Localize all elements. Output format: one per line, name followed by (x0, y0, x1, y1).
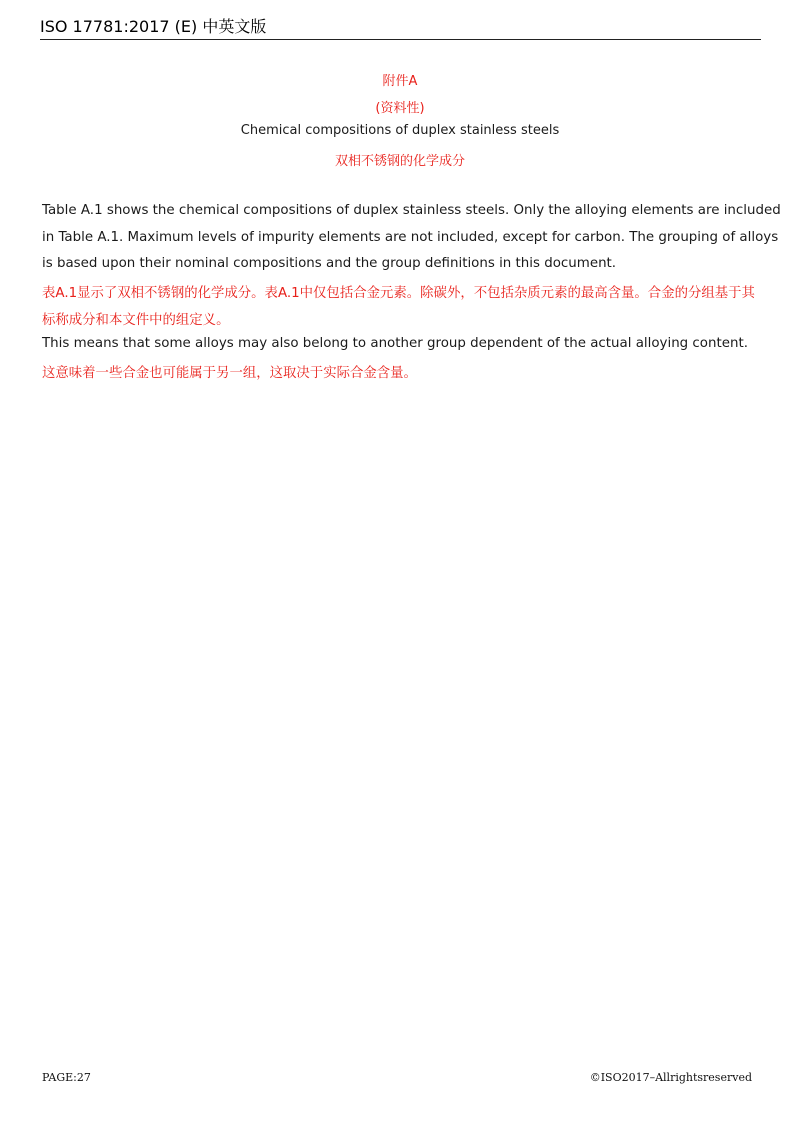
page-header (40, 12, 761, 40)
paragraph-1-cn-line-1: 表A.1显示了双相不锈钢的化学成分。表A.1中仅包括合金元素。除碳外，不包括杂质元素的最高含量。合金的分组基于其 (42, 286, 755, 301)
paragraph-1-cn-line-2: 标称成分和本文件中的组定义。 (42, 313, 230, 328)
annex-type: (资料性) (375, 101, 425, 116)
annex-title-en: Chemical compositions of duplex stainless steels (240, 123, 560, 138)
annex-label: 附件A (382, 74, 418, 89)
paragraph-2-cn: 这意味着一些合金也可能属于另一组，这取决于实际合金含量。 (42, 366, 417, 381)
page-number: PAGE:27 (42, 1071, 91, 1084)
annex-title-cn: 双相不锈钢的化学成分 (334, 154, 465, 169)
paragraph-2: This means that some alloys may also belong to another group dependent of the actual alloying content. (42, 336, 748, 351)
copyright-notice: ©ISO2017–Allrightsreserved (589, 1071, 752, 1084)
paragraph-1-line-1: Table A.1 shows the chemical compositions of duplex stainless steels. Only the alloying elements are included (42, 203, 781, 218)
paragraph-1-line-2: in Table A.1. Maximum levels of impurity elements are not included, except for carbon. The grouping of alloys (42, 230, 779, 245)
paragraph-1-line-3: is based upon their nominal compositions and the group definitions in this document. (42, 256, 617, 271)
document-title: ISO 17781:2017 (E) 中英文版 (40, 17, 267, 36)
